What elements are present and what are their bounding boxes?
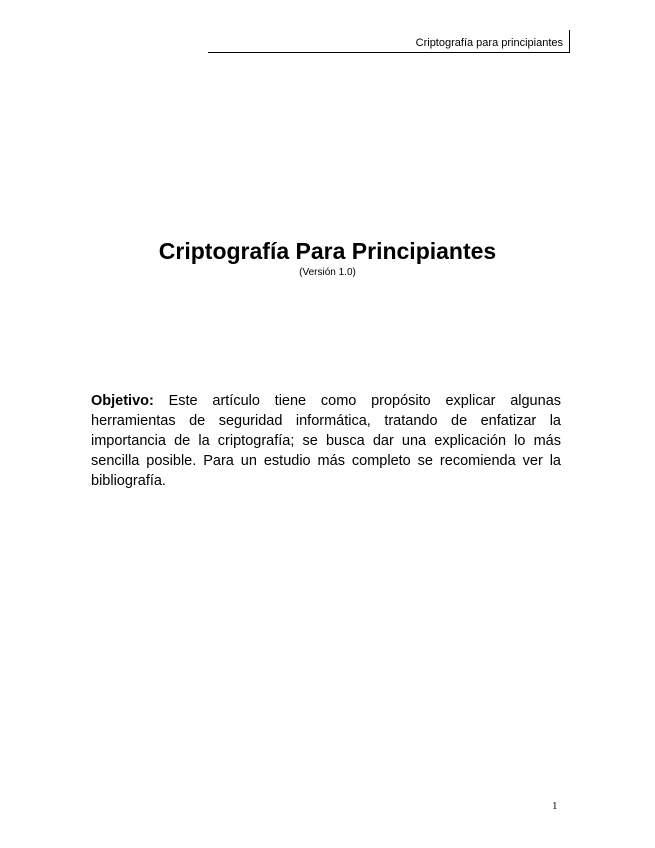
page-header: [208, 30, 569, 53]
page-number: 1: [552, 800, 558, 812]
objective-paragraph: [91, 391, 561, 491]
running-header-title: Criptografía para principiantes: [415, 37, 563, 49]
document-version: (Versión 1.0): [299, 267, 356, 278]
objective-label: Objetivo:: [91, 393, 154, 409]
document-title: Criptografía Para Principiantes: [158, 238, 497, 264]
objective-text: Este artículo tiene como propósito explicar algunas herramientas de seguridad informática, tratando de enfatizar la importancia de la criptografía; se busca dar una explicación lo más sencilla posible. Para un estudio más completo se recomienda ver la bibliografía.: [91, 393, 562, 489]
header-rule-vertical: [569, 30, 570, 53]
